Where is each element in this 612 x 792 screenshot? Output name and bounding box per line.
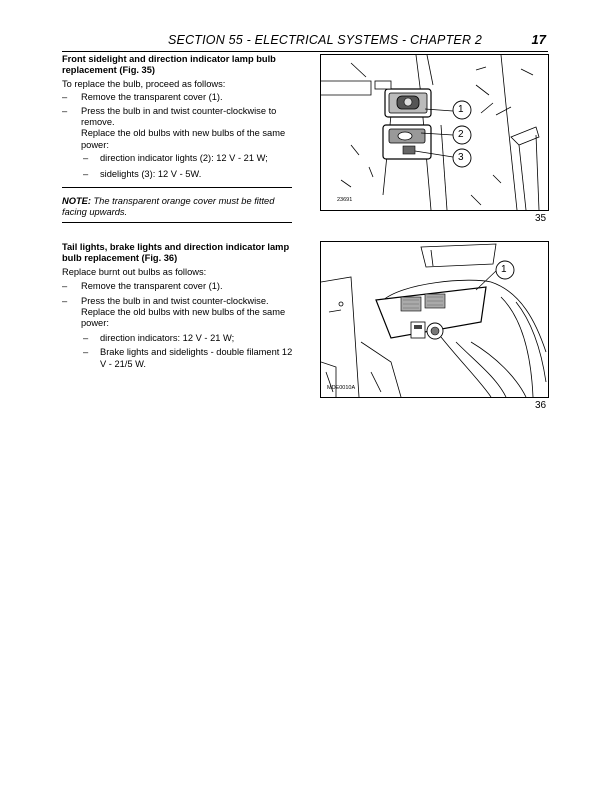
step-text: Replace the old bulbs with new bulbs of the same power: [81,307,286,329]
dash: – [62,281,68,292]
section-front-sidelight [62,54,297,180]
tail-lamp-illustration [321,242,548,397]
sub-list-item [62,333,297,344]
section-heading: Front sidelight and direction indicator lamp bulb replacement (Fig. 35) [62,54,276,76]
figure-number: 35 [535,213,547,224]
dash: – [83,168,89,179]
figure-number: 36 [535,400,547,411]
substep-text: Brake lights and sidelights - double filament 12 V - 21/5 W. [100,347,293,369]
substep-text: direction indicators: 12 V - 21 W; [100,332,235,343]
page-header [62,33,548,52]
figure-code: MDE0010A [327,385,356,391]
step-text: Replace the old bulbs with new bulbs of the same power: [81,128,286,150]
step-text: Press the bulb in and twist counter-clockwise to remove. [81,105,277,128]
note-label: NOTE: [62,196,91,206]
list-item [62,92,297,103]
sub-list-item [62,153,297,164]
list-item [62,106,297,129]
figure-code: 23691 [337,197,353,203]
dash: – [83,153,89,164]
callout-1: 1 [501,264,507,275]
divider [62,222,292,223]
sub-list-item [62,347,297,370]
note-text: The transparent orange cover must be fitted facing upwards. [62,196,275,218]
callout-1: 1 [458,104,464,115]
callout-3: 3 [458,152,464,163]
step-text: Press the bulb in and twist counter-clockwise. [81,295,269,306]
list-item-continuation [62,307,297,330]
section-title: SECTION 55 - ELECTRICAL SYSTEMS - CHAPTER 2 [168,33,482,47]
figure-35 [320,54,549,211]
list-item [62,296,297,307]
list-item [62,281,297,292]
intro-text: Replace burnt out bulbs as follows: [62,266,207,277]
section-tail-lights [62,242,297,370]
substep-text: direction indicator lights (2): 12 V - 21 W; [100,153,268,164]
front-lamp-illustration [321,55,548,210]
note [62,196,297,219]
substep-text: sidelights (3): 12 V - 5W. [100,168,202,179]
list-item-continuation [62,128,297,151]
dash: – [62,92,68,103]
dash: – [83,332,89,343]
step-text: Remove the transparent cover (1). [81,281,223,292]
dash: – [83,347,89,358]
figure-36 [320,241,549,398]
page-number: 17 [531,32,546,47]
step-text: Remove the transparent cover (1). [81,92,223,103]
section-heading: Tail lights, brake lights and direction indicator lamp bulb replacement (Fig. 36) [62,242,290,264]
callout-2: 2 [458,129,464,140]
sub-list-item [62,169,297,180]
dash: – [62,295,68,306]
dash: – [62,105,68,116]
intro-text: To replace the bulb, proceed as follows: [62,78,226,89]
divider [62,187,292,188]
